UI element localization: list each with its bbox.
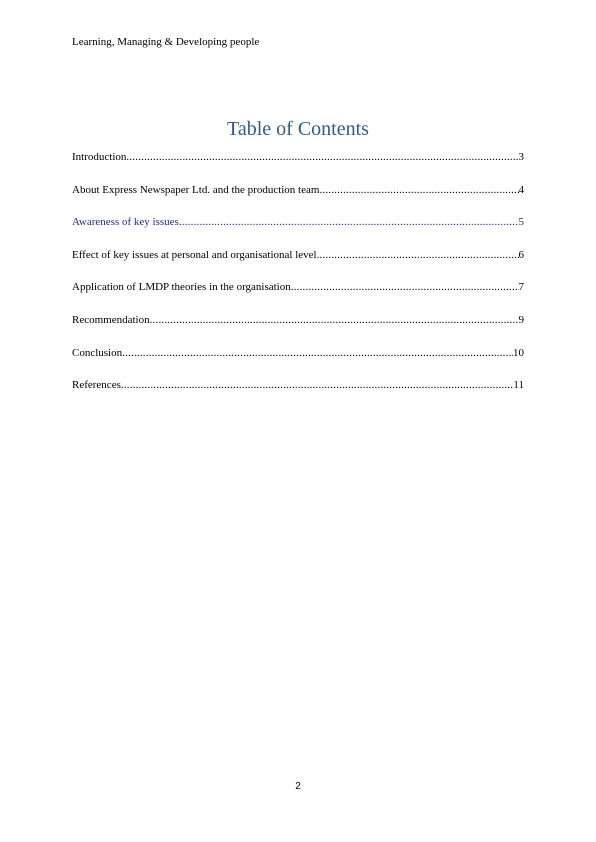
toc-entry-label: References xyxy=(72,379,121,392)
toc-entry-page: 10 xyxy=(513,346,524,359)
toc-entry-page: 6 xyxy=(518,248,524,261)
dot-leader xyxy=(121,378,514,392)
toc-title: Table of Contents xyxy=(227,118,369,140)
toc-entry-label: Introduction xyxy=(72,151,127,163)
toc-entry-effect-of-key-issues[interactable] xyxy=(72,248,524,281)
dot-leader xyxy=(291,280,519,294)
toc-entry-conclusion[interactable] xyxy=(72,346,524,379)
toc-entry-page: 5 xyxy=(518,216,524,229)
toc-entry-page: 4 xyxy=(518,183,524,196)
toc-entry-label: About Express Newspaper Ltd. and the production team xyxy=(72,183,320,196)
toc-entry-page: 9 xyxy=(518,313,524,326)
toc-entry-label: Awareness of key issues xyxy=(72,216,179,229)
toc-entry-page: 7 xyxy=(518,281,524,294)
dot-leader xyxy=(150,313,519,327)
toc-entry-about-express-newspaper[interactable] xyxy=(72,183,524,216)
toc-entry-label: Recommendation xyxy=(72,313,150,326)
table-of-contents xyxy=(72,150,524,411)
page-number: 2 xyxy=(295,781,301,792)
toc-entry-application-of-lmdp-theories[interactable] xyxy=(72,280,524,313)
toc-entry-page: 11 xyxy=(513,379,524,392)
dot-leader xyxy=(179,215,519,229)
toc-entry-label: Conclusion xyxy=(72,346,123,359)
toc-entry-awareness-of-key-issues[interactable] xyxy=(72,215,524,248)
toc-entry-recommendation[interactable] xyxy=(72,313,524,346)
dot-leader xyxy=(317,248,519,262)
toc-entry-introduction[interactable] xyxy=(72,150,524,183)
toc-entry-page: 3 xyxy=(518,151,524,163)
toc-entry-references[interactable] xyxy=(72,378,524,411)
dot-leader xyxy=(126,150,518,164)
toc-entry-label: Effect of key issues at personal and organisational level xyxy=(72,248,317,261)
dot-leader xyxy=(122,346,513,360)
dot-leader xyxy=(319,183,518,197)
toc-entry-label: Application of LMDP theories in the organisation xyxy=(72,281,291,294)
running-header: Learning, Managing & Developing people xyxy=(72,36,260,48)
